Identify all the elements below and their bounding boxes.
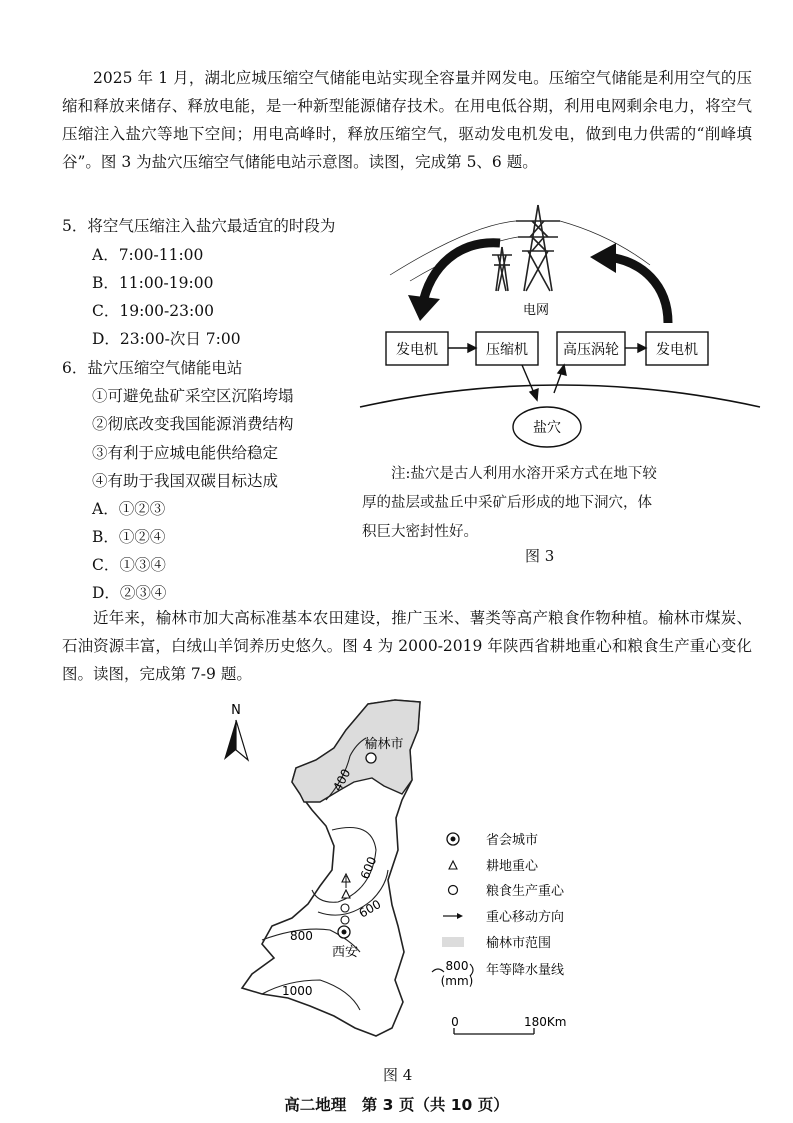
- question-6-item-2: ②彻底改变我国能源消费结构: [92, 415, 294, 433]
- question-5-option-c: C．19:00-23:00: [92, 302, 214, 320]
- map-legend: [432, 832, 565, 988]
- question-6-option-c: C．①③④: [92, 556, 166, 574]
- provincial-capital-xian-icon: [338, 926, 350, 938]
- figure-3-diagram: [350, 195, 770, 457]
- question-5-stem: 5．将空气压缩注入盐穴最适宜的时段为: [62, 217, 336, 235]
- box-compressor: 压缩机: [486, 342, 528, 358]
- legend-isohyet-sample-value: 800: [445, 959, 469, 973]
- box-generator-right: 发电机: [656, 342, 698, 358]
- figure-4-map: [0, 690, 793, 1060]
- svg-text:N: N: [231, 703, 241, 718]
- left-curved-arrow-icon: [422, 243, 500, 307]
- legend-isohyet: 年等降水量线: [486, 963, 565, 978]
- question-6-item-3: ③有利于应城电能供给稳定: [92, 444, 279, 462]
- legend-provincial-capital: 省会城市: [486, 833, 539, 848]
- north-arrow-icon: [224, 703, 248, 760]
- question-6-stem: 6．盐穴压缩空气储能电站: [62, 359, 243, 377]
- figure-3-caption: 图 3: [525, 547, 555, 565]
- isohyet-label-400: 400: [330, 766, 354, 794]
- city-label-xian: 西安: [331, 945, 359, 960]
- legend-shift-direction: 重心移动方向: [486, 910, 565, 925]
- question-5-option-a: A．7:00-11:00: [92, 246, 204, 264]
- question-6-item-1: ①可避免盐矿采空区沉陷垮塌: [92, 387, 294, 405]
- scale-zero-label: 0: [451, 1015, 459, 1029]
- page-footer: 高二地理 第 3 页（共 10 页）: [284, 1096, 509, 1114]
- scale-end-label: 180Km: [524, 1015, 567, 1029]
- figure-3-note: 注:盐穴是古人利用水溶开采方式在地下较厚的盐层或盐丘中采矿后形成的地下洞穴，体积巨大密封性好。: [362, 466, 657, 540]
- question-6-option-b: B．①②④: [92, 528, 166, 546]
- scale-bar: [451, 1015, 566, 1034]
- question-6-item-4: ④有助于我国双碳目标达成: [92, 472, 279, 490]
- figure-4-caption: 图 4: [383, 1066, 413, 1084]
- salt-cavern-label: 盐穴: [533, 420, 561, 436]
- isohyet-label-1000: 1000: [282, 984, 313, 998]
- legend-yulin-range: 榆林市范围: [486, 936, 552, 951]
- isohyet-label-600-north: 600: [357, 854, 380, 882]
- isohyet-label-600-south: 600: [356, 897, 384, 921]
- question-5-option-d: D．23:00-次日 7:00: [92, 330, 241, 348]
- box-high-pressure-turbine: 高压涡轮: [563, 342, 619, 358]
- box-generator-left: 发电机: [396, 342, 438, 358]
- legend-cultivated-centroid: 耕地重心: [486, 859, 539, 874]
- legend-grain-centroid: 粮食生产重心: [486, 884, 565, 899]
- isohyet-label-800: 800: [290, 929, 313, 943]
- question-6-option-a: A．①②③: [92, 500, 166, 518]
- grid-label: 电网: [522, 303, 550, 318]
- question-5-option-b: B．11:00-19:00: [92, 274, 214, 292]
- city-label-yulin: 榆林市: [364, 737, 404, 752]
- right-curved-arrow-icon: [608, 257, 668, 323]
- intro-paragraph-1: 2025 年 1 月，湖北应城压缩空气储能电站实现全容量并网发电。压缩空气储能是利用空气的压缩和释放来储存、释放电能，是一种新型能源储存技术。在用电低谷期，利用电网剩余电力，将空气压缩注入盐穴等地下空间；用电高峰时，释放压缩空气，驱动发电机发电，做到电力供需的“削峰填谷”。图 3 为盐穴压缩空气储能电站示意图。读图，完成第 5、6 题。: [62, 69, 752, 171]
- legend-isohyet-sample-unit: (mm): [440, 974, 474, 988]
- intro-paragraph-2: 近年来，榆林市加大高标准基本农田建设，推广玉米、薯类等高产粮食作物种植。榆林市煤炭、石油资源丰富，白绒山羊饲养历史悠久。图 4 为 2000-2019 年陕西省耕地重心和粮食生产重心变化图。读图，完成第 7-9 题。: [62, 609, 752, 683]
- question-6-option-d: D．②③④: [92, 584, 167, 602]
